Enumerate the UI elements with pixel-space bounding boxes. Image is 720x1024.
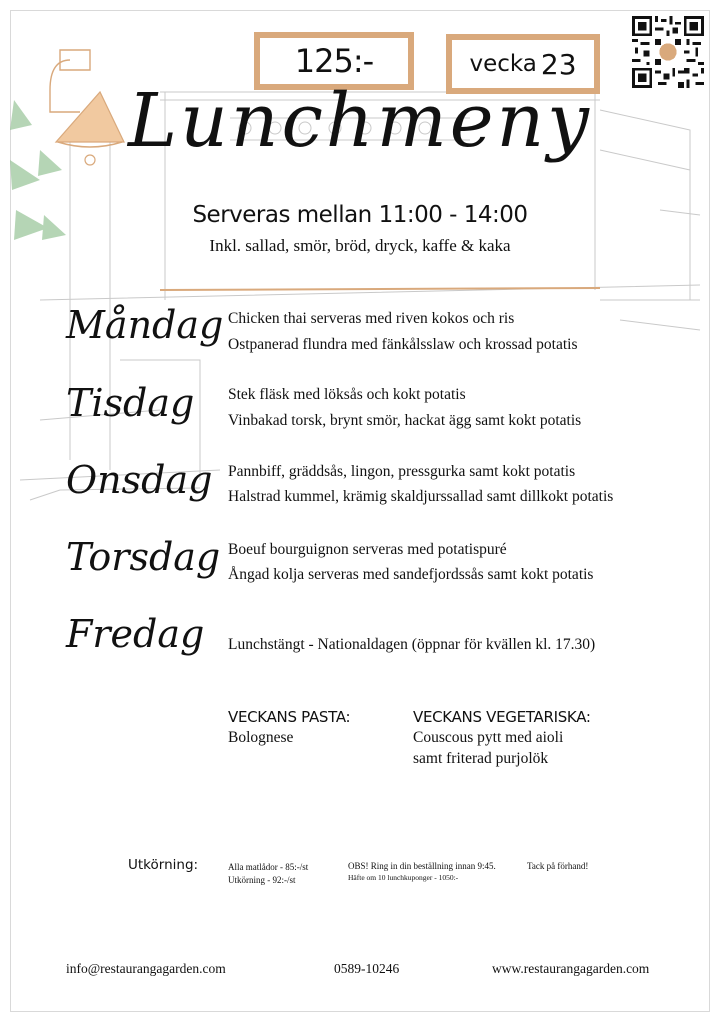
- day-friday: Fredag: [66, 612, 205, 656]
- dish-monday-2: Ostpanerad flundra med fänkålsslaw och krossad potatis: [228, 336, 578, 353]
- included-items: Inkl. sallad, smör, bröd, dryck, kaffe & kaka: [209, 236, 511, 255]
- dish-friday-1: Lunchstängt - Nationaldagen (öppnar för kvällen kl. 17.30): [228, 636, 596, 653]
- delivery-label: Utkörning:: [128, 857, 199, 873]
- day-monday: Måndag: [66, 303, 224, 347]
- dish-wednesday-1: Pannbiff, gräddsås, lingon, pressgurka samt kokt potatis: [228, 463, 576, 480]
- vegetarian-item-line2: samt friterad purjolök: [413, 750, 549, 767]
- serving-hours: Serveras mellan 11:00 - 14:00: [192, 202, 528, 228]
- delivery-thanks: Tack på förhand!: [527, 861, 589, 871]
- delivery-note-line1: OBS! Ring in din beställning innan 9:45.: [348, 861, 496, 871]
- footer-email[interactable]: info@restaurangagarden.com: [66, 961, 226, 976]
- day-thursday: Torsdag: [66, 535, 221, 579]
- vegetarian-item-line1: Couscous pytt med aioli: [413, 729, 564, 746]
- delivery-note-line2: Häfte om 10 lunchkuponger - 1050:-: [348, 873, 459, 882]
- dish-thursday-2: Ångad kolja serveras med sandefjordssås samt kokt potatis: [228, 566, 594, 583]
- week-label: vecka: [469, 51, 537, 77]
- vegetarian-heading: VECKANS VEGETARISKA:: [413, 708, 591, 726]
- footer-phone[interactable]: 0589-10246: [334, 961, 400, 976]
- pasta-item: Bolognese: [228, 729, 294, 746]
- dish-tuesday-1: Stek fläsk med löksås och kokt potatis: [228, 386, 466, 403]
- dish-thursday-1: Boeuf bourguignon serveras med potatispuré: [228, 541, 507, 558]
- dish-tuesday-2: Vinbakad torsk, brynt smör, hackat ägg samt kokt potatis: [228, 412, 582, 429]
- day-wednesday: Onsdag: [66, 458, 213, 502]
- delivery-price-line2: Utkörning - 92:-/st: [228, 875, 296, 885]
- day-tuesday: Tisdag: [66, 381, 195, 425]
- qr-code-icon[interactable]: [632, 16, 704, 88]
- pasta-heading: VECKANS PASTA:: [228, 708, 351, 726]
- page-title: Lunchmeny: [128, 78, 592, 164]
- price: 125:-: [294, 42, 374, 80]
- footer-website[interactable]: www.restaurangagarden.com: [492, 961, 650, 976]
- dish-monday-1: Chicken thai serveras med riven kokos och ris: [228, 310, 515, 327]
- delivery-price-line1: Alla matlådor - 85:-/st: [228, 862, 309, 872]
- dish-wednesday-2: Halstrad kummel, krämig skaldjurssallad samt dillkokt potatis: [228, 488, 614, 505]
- week-number: 23: [540, 47, 577, 81]
